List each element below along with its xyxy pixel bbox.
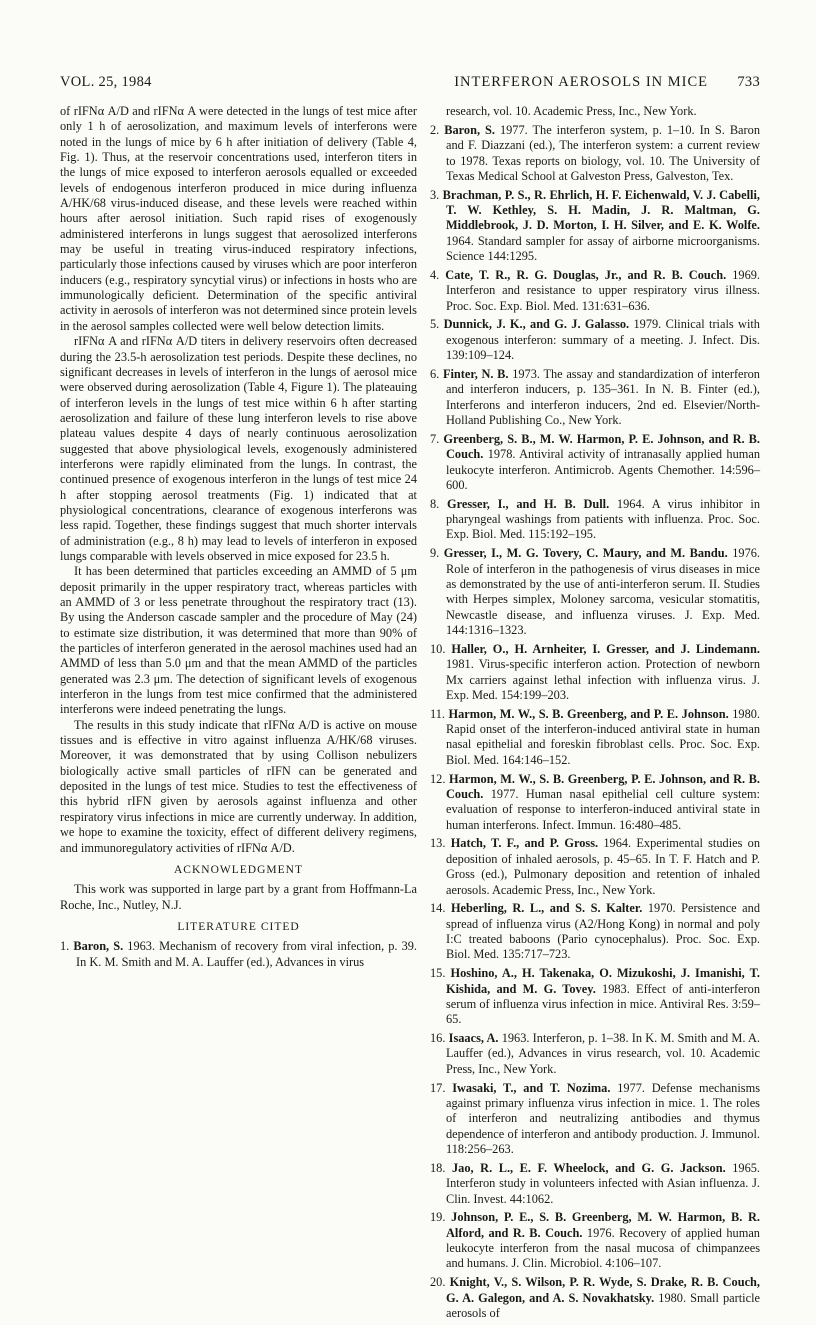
reference-authors: Knight, V., S. Wilson, P. R. Wyde, S. Drake, R. B. Couch, G. A. Galegon, and A. S. Novakhatsky. <box>446 1275 760 1305</box>
reference-number: 9. <box>430 546 440 561</box>
reference-authors: Isaacs, A. <box>448 1031 499 1046</box>
reference-number: 3. <box>430 187 440 202</box>
reference-authors: Baron, S. <box>73 939 124 954</box>
reference-item <box>430 1031 760 1077</box>
reference-number: 13. <box>430 836 446 851</box>
reference-item <box>430 497 760 543</box>
reference-item <box>60 939 417 970</box>
acknowledgment-heading: ACKNOWLEDGMENT <box>174 863 303 876</box>
reference-number: 7. <box>430 431 440 446</box>
reference-details: 1965. Interferon study in volunteers infected with Asian influenza. J. Clin. Invest. 44:1062. <box>446 1160 760 1206</box>
reference-number: 5. <box>430 317 440 332</box>
reference-number: 6. <box>430 367 440 381</box>
reference-authors: Harmon, M. W., S. B. Greenberg, and P. E. Johnson. <box>448 706 729 721</box>
reference-item <box>430 123 760 184</box>
reference-details: 1970. Persistence and spread of influenza virus (A2/Hong Kong) in normal and poly I:C treated baboons (Pario cynocephalus). Proc. Soc. Exp. Biol. Med. 135:717–723. <box>446 901 760 962</box>
reference-item <box>430 1161 760 1207</box>
reference-details: 1963. Interferon, p. 1–38. In K. M. Smith and M. A. Lauffer (ed.), Advances in virus research, vol. 10. Academic Press, Inc., New York. <box>446 1031 760 1076</box>
reference-number: 12. <box>430 771 446 786</box>
reference-number: 2. <box>430 122 440 137</box>
body-paragraph: rIFNα A and rIFNα A/D titers in delivery reservoirs often decreased during the 23.5-h aerosolization test periods. Despite these declines, no significant decreases in levels of interferon in the lungs of aerosol mice were observed during aerosolization (Table 4, Figure 1). The plateauing of interferon levels in the lungs of test mice within 6 h after starting aerosolization and failure of these lung interferon levels to rise above plateau values despite 4 days of nearly continuous aerosolization suggested that above physiological levels, exogenously administered interferons were rapidly eliminated from the lungs. In contrast, the continued presence of exogenous interferon in the lungs of test mice 24 h after stopping aerosol treatments (Fig. 1) indicated that at physiological concentrations, clearance of exogenous interferons was less rapid. Together, these findings suggest that much shorter intervals of administration (e.g., 8 h) may lead to levels of interferon in exposed lungs comparable with levels observed in mice exposed for 23.5 h. <box>60 334 417 563</box>
reference-item <box>430 268 760 314</box>
reference-authors: Jao, R. L., E. F. Wheelock, and G. G. Jackson. <box>452 1160 726 1175</box>
reference-number: 16. <box>430 1031 446 1046</box>
reference-details: 1979. Clinical trials with exogenous interferon: summary of a meeting. J. Infect. Dis. 139:109–124. <box>446 317 760 363</box>
reference-authors: Hatch, T. F., and P. Gross. <box>450 836 599 851</box>
reference-number: 14. <box>430 901 446 916</box>
reference-authors: Finter, N. B. <box>442 367 509 381</box>
reference-number: 4. <box>430 267 440 282</box>
reference-authors: Heberling, R. L., and S. S. Kalter. <box>450 901 643 916</box>
reference-item <box>430 317 760 363</box>
left-column <box>60 104 417 973</box>
reference-details: 1983. Effect of anti-interferon serum of influenza virus infection in mice. Antiviral Res. 3:59–65. <box>446 981 760 1027</box>
reference-number: 15. <box>430 966 446 981</box>
reference-item <box>430 642 760 703</box>
reference-authors: Haller, O., H. Arnheiter, I. Gresser, and J. Lindemann. <box>451 641 760 656</box>
reference-item <box>430 836 760 897</box>
reference-authors: Gresser, I., M. G. Tovery, C. Maury, and M. Bandu. <box>443 546 728 561</box>
reference-list <box>430 123 760 1321</box>
reference-authors: Johnson, P. E., S. B. Greenberg, M. W. Harmon, B. R. Alford, and R. B. Couch. <box>446 1210 760 1240</box>
reference-number: 20. <box>430 1275 446 1290</box>
reference-details: 1977. Defense mechanisms against primary influenza virus infection in mice. 1. The roles of interferon and neutralizing antibodies and thymus dependence of interferon and antibody production. J. Immunol. 118:256–263. <box>446 1080 760 1156</box>
reference-number: 8. <box>430 496 440 511</box>
reference-authors: Hoshino, A., H. Takenaka, O. Mizukoshi, J. Imanishi, T. Kishida, and M. G. Tovey. <box>446 966 760 996</box>
reference-details: 1977. The interferon system, p. 1–10. In S. Baron and F. Diazzani (ed.), The interferon system: a current review to 1978. Texas reports on biology, vol. 10. The University of Texas Medical School at Galveston Press, Galveston, Tex. <box>446 122 760 183</box>
reference-details: 1976. Recovery of applied human leukocyte interferon from the nasal mucosa of chimpanzees and humans. J. Clin. Microbiol. 4:106–107. <box>446 1225 760 1271</box>
page-number: 733 <box>737 74 760 90</box>
reference-details: 1964. Standard sampler for assay of airborne microorganisms. Science 144:1295. <box>446 233 760 264</box>
reference-item <box>430 1081 760 1158</box>
reference-authors: Brachman, P. S., R. Ehrlich, H. F. Eichenwald, V. J. Cabelli, T. W. Kethley, S. H. Madin, J. R. Maltman, G. Middlebrook, J. D. Morton, I. H. Silver, and E. K. Wolfe. <box>442 187 760 233</box>
reference-authors: Baron, S. <box>444 122 495 137</box>
reference-item <box>430 188 760 265</box>
reference-item <box>430 707 760 768</box>
reference-details: 1973. The assay and standardization of interferon and interferon inducers, p. 135–361. In N. B. Finter (ed.), Interferons and interferon inducers, 2nd ed. Elsevier/North-Holland Publishing Co., New York. <box>446 367 760 428</box>
reference-authors: Iwasaki, T., and T. Nozima. <box>452 1080 611 1095</box>
reference-item <box>430 901 760 962</box>
body-paragraph: It has been determined that particles exceeding an AMMD of 5 μm deposit primarily in the upper respiratory tract, whereas particles with an AMMD of 3 or less penetrate throughout the respiratory tract (13). By using the Anderson cascade sampler and the procedure of May (24) to estimate size distribution, it was determined that more than 90% of the particles of interferon generated in the aerosol machines used had an AMMD of less than 5.0 μm and that the mean AMMD of the particles generated was 2.3 μm. The detection of significant levels of exogenous interferon in the lungs from test mice confirmed that the administered interferons were indeed penetrating the lungs. <box>60 564 417 717</box>
running-header <box>60 74 760 96</box>
reference-details: 1964. A virus inhibitor in pharyngeal washings from patients with influenza. Proc. Soc. Exp. Biol. Med. 115:192–195. <box>446 496 761 542</box>
reference-details: 1976. Role of interferon in the pathogenesis of virus diseases in mice as demonstrated by the use of anti-interferon serum. II. Studies with Herpes simplex, Moloney sarcoma, vesicular stomatitis, Newcastle disease, and influenza viruses. J. Exp. Med. 144:1316–1323. <box>446 546 760 637</box>
reference-details: 1980. Rapid onset of the interferon-induced antiviral state in human nasal epithelial and foreskin fibroblast cells. Proc. Soc. Exp. Biol. Med. 164:146–152. <box>446 706 760 767</box>
reference-authors: Dunnick, J. K., and G. J. Galasso. <box>443 317 630 332</box>
reference-number: 10. <box>430 641 446 656</box>
reference-item <box>430 1210 760 1271</box>
reference-continuation: research, vol. 10. Academic Press, Inc., New York. <box>446 104 697 118</box>
acknowledgment-text: This work was supported in large part by a grant from Hoffmann-La Roche, Inc., Nutley, N.J. <box>60 882 417 912</box>
reference-item <box>430 367 760 428</box>
reference-details: 1980. Small particle aerosols of <box>446 1290 760 1320</box>
reference-number: 19. <box>430 1210 446 1225</box>
reference-number: 17. <box>430 1080 446 1095</box>
right-column <box>430 104 760 1325</box>
reference-details: 1969. Interferon and resistance to upper respiratory virus illness. Proc. Soc. Exp. Biol. Med. 131:631–636. <box>446 267 760 313</box>
body-paragraph: The results in this study indicate that rIFNα A/D is active on mouse tissues and is effective in vitro against influenza A/HK/68 viruses. Moreover, it was demonstrated that by using Collison nebulizers biologically active small particles of rIFN can be generated and deposited in the lungs of test mice. Studies to test the effectiveness of this hybrid rIFN given by aerosols against influenza and other respiratory virus infections in mice are currently underway. In addition, we hope to examine the toxicity, effect of different delivery regimens, and immunoregulatory activities of rIFNα A/D. <box>60 717 417 855</box>
reference-item <box>430 546 760 638</box>
reference-number: 1. <box>60 939 70 954</box>
volume-label: VOL. 25, 1984 <box>60 74 152 90</box>
reference-details: 1977. Human nasal epithelial cell culture system: evaluation of response to interferon-induced antiviral state in human interferons. Infect. Immun. 16:480–485. <box>446 786 760 832</box>
reference-item <box>430 432 760 493</box>
reference-details: 1963. Mechanism of recovery from viral infection, p. 39. In K. M. Smith and M. A. Lauffer (ed.), Advances in virus <box>76 939 418 969</box>
reference-authors: Greenberg, S. B., M. W. Harmon, P. E. Johnson, and R. B. Couch. <box>443 431 760 462</box>
reference-details: 1964. Experimental studies on deposition of inhaled aerosols, p. 45–65. In T. F. Hatch and P. Gross (ed.), Pulmonary deposition and retention of inhaled aerosols. Academic Press, Inc., New York. <box>446 836 760 897</box>
body-paragraph: of rIFNα A/D and rIFNα A were detected in the lungs of test mice after only 1 h of aerosolization, and maximum levels of interferons were noted in the lungs of mice by 6 h after initiation of delivery (Table 4, Fig. 1). Thus, at the reservoir concentrations used, interferon titers in the lungs of mice exposed to interferon aerosols equalled or exceeded levels of endogenous interferon produced in mice during influenza A/HK/68 virus-induced disease, and these levels were reached within hours after aerosol initiation. Such rapid rises of exogenously administered interferons in lungs suggest that aerosolized interferons may be useful in treating virus-induced respiratory infections, particularly those infections caused by viruses which are poor interferon inducers (e.g., respiratory syncytial virus) or infections in hosts who are immunologically deficient. Determination of the specific antiviral activity in aerosols of interferon was not determined since protein levels in the aerosol samples collected were well below detection limits. <box>60 104 417 333</box>
reference-authors: Harmon, M. W., S. B. Greenberg, P. E. Johnson, and R. B. Couch. <box>446 771 760 801</box>
reference-details: 1978. Antiviral activity of intranasally applied human leukocyte interferon. Antimicrob. Agents Chemother. 14:596–600. <box>446 447 760 492</box>
reference-item <box>430 1275 760 1321</box>
reference-item <box>430 966 760 1027</box>
literature-cited-heading: LITERATURE CITED <box>177 920 300 933</box>
reference-details: 1981. Virus-specific interferon action. Protection of newborn Mx carriers against lethal infection with influenza virus. J. Exp. Med. 154:199–203. <box>446 657 760 702</box>
reference-number: 11. <box>430 706 445 721</box>
reference-number: 18. <box>430 1160 446 1175</box>
reference-authors: Cate, T. R., R. G. Douglas, Jr., and R. B. Couch. <box>445 267 727 282</box>
reference-item <box>430 772 760 833</box>
reference-authors: Gresser, I., and H. B. Dull. <box>447 496 610 511</box>
running-title: INTERFERON AEROSOLS IN MICE <box>454 74 708 90</box>
